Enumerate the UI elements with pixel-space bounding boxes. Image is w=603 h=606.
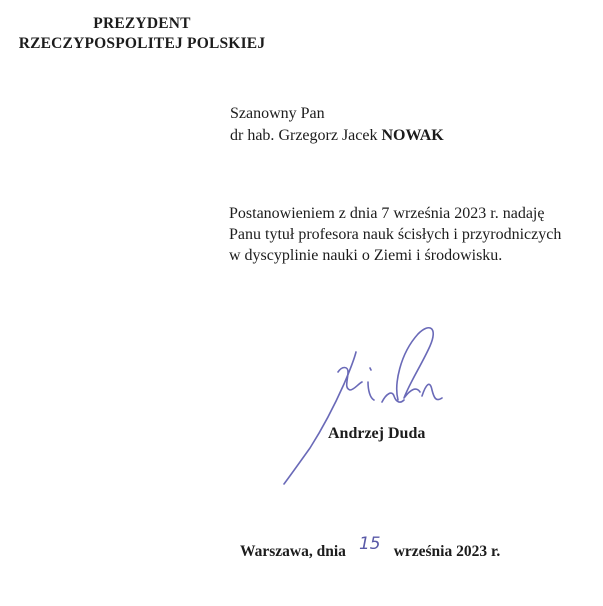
letter-body [229,203,599,266]
academic-title: dr hab. [230,127,275,144]
addressee-name-line [230,125,444,147]
first-names: Grzegorz Jacek [278,127,378,144]
signature-stroke-i [368,382,374,400]
body-line-3: w dyscyplinie nauki o Ziemi i środowisku. [229,247,503,264]
issuer-title: PREZYDENT [93,15,191,32]
signature-stroke-main [284,352,356,484]
place-date-prefix: Warszawa, dnia [240,543,346,560]
signature-stroke-tail [382,384,442,402]
issuer-country: RZECZYPOSPOLITEJ POLSKIEJ [18,35,266,52]
surname: NOWAK [381,127,444,144]
place-date-suffix: września 2023 r. [393,543,501,560]
body-line-2: Panu tytuł profesora nauk ścisłych i przyrodniczych [229,226,562,243]
body-line-1: Postanowieniem z dnia 7 września 2023 r. nadaję [229,205,545,222]
signature-stroke-dot [370,368,371,370]
addressee-block [230,103,444,147]
handwritten-signature [270,310,450,500]
signer-name: Andrzej Duda [328,425,426,442]
place-date-line [240,534,501,561]
salutation: Szanowny Pan [230,105,325,122]
handwritten-day: 15 [358,534,381,554]
signature-stroke-d [397,328,433,400]
issuer-header [6,14,278,54]
